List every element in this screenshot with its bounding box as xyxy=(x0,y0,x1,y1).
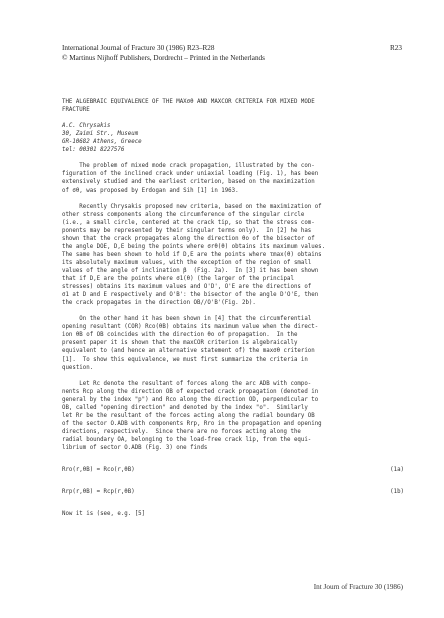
paragraph-line: (i.e., a small circle, centered at the crack tip, so that the stress com- xyxy=(62,219,315,226)
paragraph-line: figuration of the inclined crack under uniaxial loading (Fig. 1), has been xyxy=(62,171,319,178)
author-name: A.C. Chrysakis xyxy=(62,123,111,130)
equation-1b xyxy=(62,488,404,496)
paragraph-line: general by the index "p") and Rco along the direction OD, perpendicular to xyxy=(62,396,319,403)
closing-line: Now it is (see, e.g. [5] xyxy=(62,511,146,518)
paragraph-line: shown that the crack propagates along the direction θo of the bisector of xyxy=(62,235,315,242)
paragraph-line: ponents may be represented by their singular terms only). In [2] he has xyxy=(62,227,312,234)
paragraph-line: of the sector O.ADB with components Rrp, Rro in the propagation and opening xyxy=(62,420,322,427)
paragraph-line: the angle DOE, D,E being the points where σrθ(θ) obtains its maximum values. xyxy=(62,243,326,250)
paragraph-line: question. xyxy=(62,364,94,371)
equation-1a xyxy=(62,466,404,474)
paragraph-line: extensively studied and the earliest criterion, based on the maximization xyxy=(62,179,315,186)
paragraph-line: σ1 at D and E respectively and O'B': the bisector of the angle D'O'E, then xyxy=(62,292,319,299)
paragraph-line: its absolutely maximum values, with the exception of the region of small xyxy=(62,259,312,266)
paragraph-line: librium of sector O.ADB (Fig. 3) one finds xyxy=(62,445,208,452)
paragraph-line: Let Rc denote the resultant of forces along the arc ADB with compo- xyxy=(62,380,312,387)
paragraph-line: values of the angle of inclination β (Fig. 2a). In [3] it has been shown xyxy=(62,267,319,274)
paragraph-3 xyxy=(62,315,404,371)
equation-label: (1b) xyxy=(390,489,404,496)
equation-label: (1a) xyxy=(390,467,404,474)
paragraph-line: that if D,E are the points where σ1(θ) (the larger of the principal xyxy=(62,276,294,283)
paragraph-1 xyxy=(62,162,404,194)
page-footer: Int Journ of Fracture 30 (1986) xyxy=(313,583,403,591)
author-city: GR-10682 Athens, Greece xyxy=(62,139,142,146)
paragraph-line: OB, called "opening direction" and denoted by the index "o". Similarly xyxy=(62,404,308,411)
paragraph-4 xyxy=(62,380,404,452)
paragraph-line: other stress components along the circumference of the singular circle xyxy=(62,211,305,218)
paragraph-line: stresses) obtains its maximum values and O'D', O'E are the directions of xyxy=(62,284,312,291)
paragraph-2 xyxy=(62,203,404,308)
paragraph-line: Recently Chrysakis proposed new criteria, based on the maximization of xyxy=(62,203,322,210)
paragraph-line: of σθ, was proposed by Erdogan and Sih [1] in 1963. xyxy=(62,187,239,194)
paragraph-line: let Rr be the resultant of the forces acting along the radial boundary OB xyxy=(62,412,315,419)
article-body xyxy=(62,98,404,518)
paragraph-line: On the other hand it has been shown in [4] that the circumferential xyxy=(62,316,312,323)
author-tel: tel: 00301 8227576 xyxy=(62,147,125,154)
paragraph-line: present paper it is shown that the maxCOR criterion is algebraically xyxy=(62,340,298,347)
page-header xyxy=(62,44,402,63)
article-title-line-1: THE ALGEBRAIC EQUIVALENCE OF THE MAXσθ AND MAXCOR CRITERIA FOR MIXED MODE xyxy=(62,99,315,105)
paragraph-line: directions, respectively. Since there are no forces acting along the xyxy=(62,428,301,435)
author-street: 30, Zaimi Str., Museum xyxy=(62,131,139,138)
publisher-line: © Martinus Nijhoff Publishers, Dordrecht – Printed in the Netherlands xyxy=(62,53,265,62)
article-title-line-2: FRACTURE xyxy=(62,107,90,114)
paragraph-line: [1]. To show this equivalence, we must first summarize the criteria in xyxy=(62,356,308,363)
paragraph-line: The problem of mixed mode crack propagation, illustrated by the con- xyxy=(62,163,315,170)
paragraph-line: equivalent to (and hence an alternative statement of) the maxσθ criterion xyxy=(62,348,315,355)
paragraph-line: radial boundary OA, belonging to the load-free crack lip, from the equi- xyxy=(62,436,312,443)
paragraph-line: opening resultant (COR) Rco(θB) obtains its maximum value when the direct- xyxy=(62,324,319,331)
equation-expression: Rrp(r,θB) = Rcp(r,θB) xyxy=(62,489,135,496)
page-number: R23 xyxy=(390,44,402,52)
paragraph-line: the crack propagates in the direction OB//O'B'(Fig. 2b). xyxy=(62,300,256,307)
paragraph-line: ion θB of OB coincides with the direction θo of propagation. In the xyxy=(62,332,298,339)
paragraph-line: nents Rcp along the direction OB of expected crack propagation (denoted in xyxy=(62,388,319,395)
journal-citation: International Journal of Fracture 30 (1986) R23–R28 xyxy=(62,44,215,52)
paragraph-line: The same has been shown to hold if D,E are the points where τmax(θ) obtains xyxy=(62,251,322,258)
equation-expression: Rro(r,θB) = Rco(r,θB) xyxy=(62,467,135,474)
